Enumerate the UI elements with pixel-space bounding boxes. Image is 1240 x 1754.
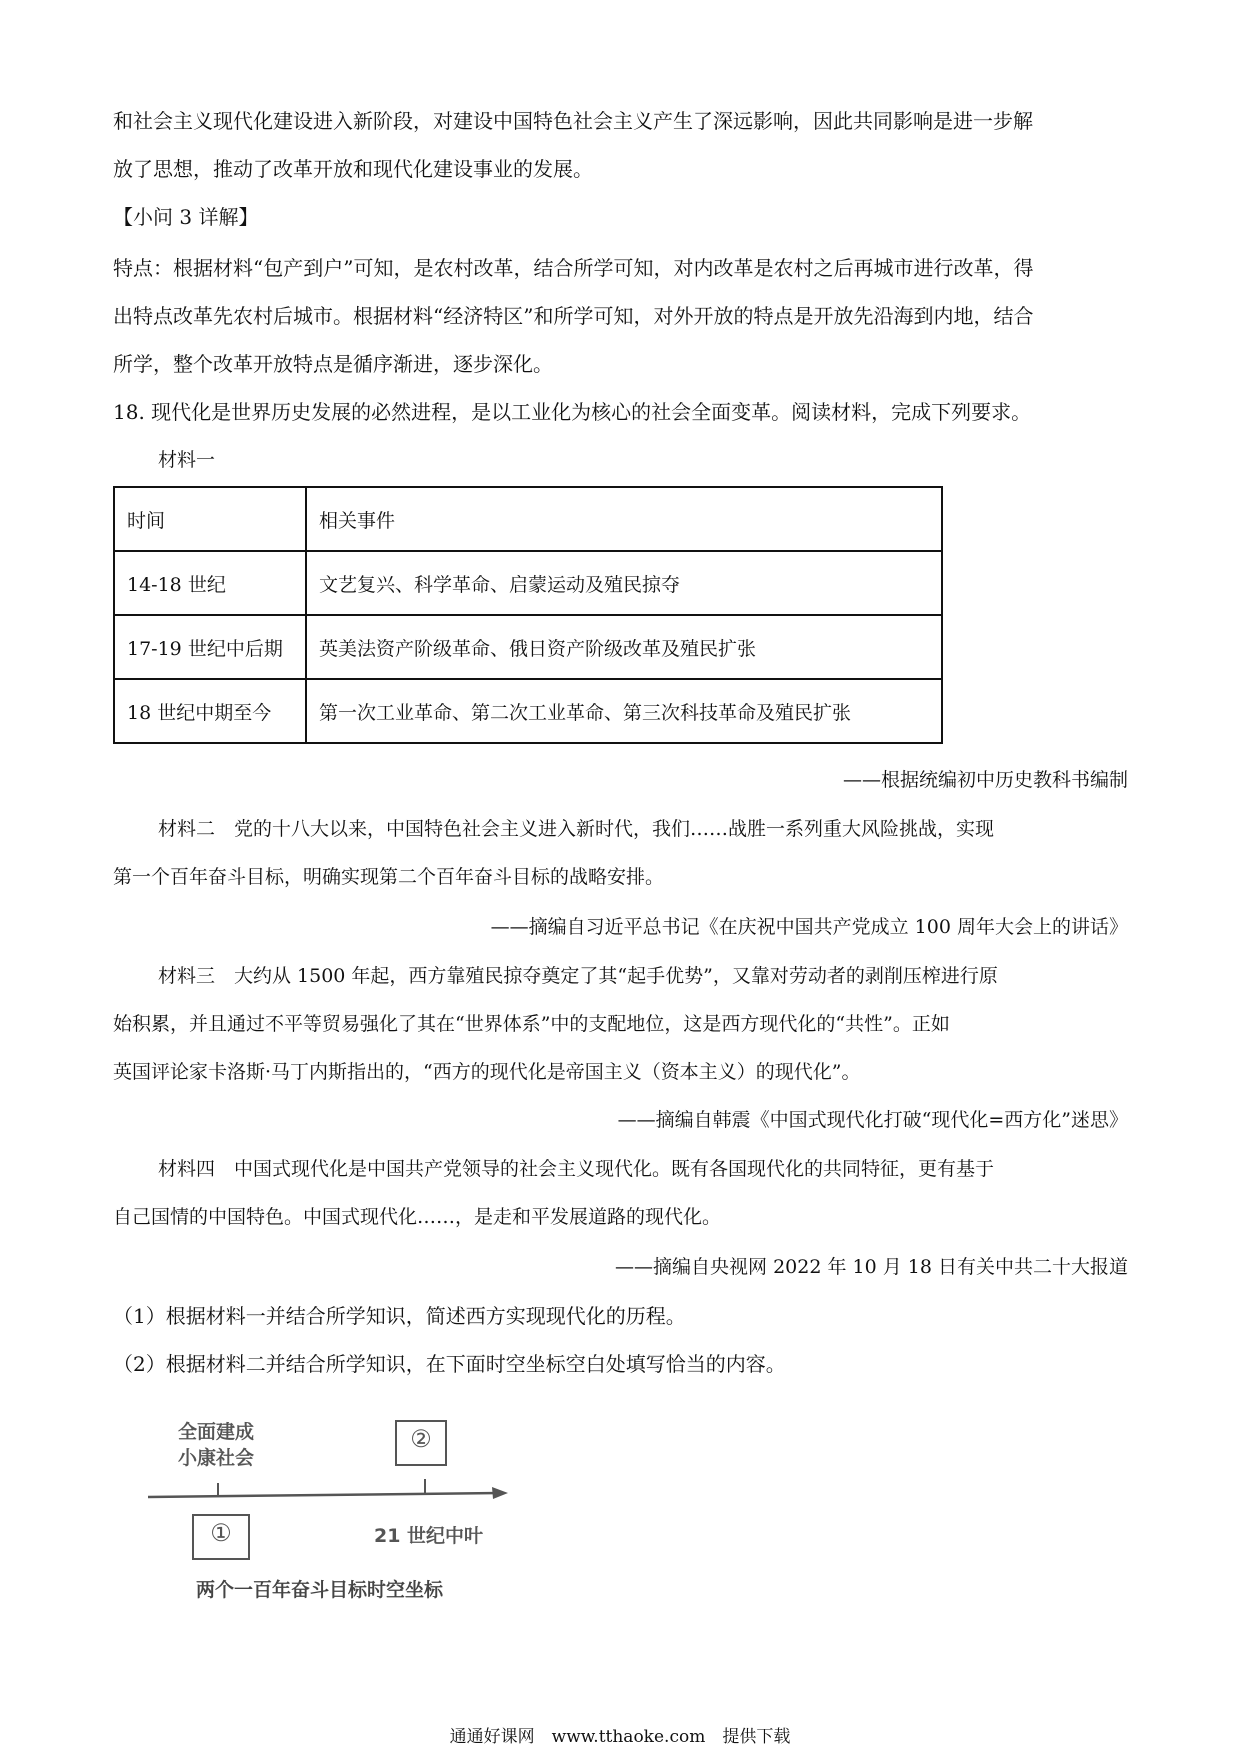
table-cell: 文艺复兴、科学革命、启蒙运动及殖民掠夺 (306, 551, 942, 615)
table-cell: 14-18 世纪 (114, 551, 306, 615)
table-cell: 17-19 世纪中后期 (114, 615, 306, 679)
question-18-stem: 18. 现代化是世界历史发展的必然进程，是以工业化为核心的社会全面变革。阅读材料，完成下列要求。 (113, 400, 1032, 424)
material-4-line: 自己国情的中国特色。中国式现代化……，是走和平发展道路的现代化。 (113, 1206, 722, 1228)
table-cell: 第一次工业革命、第二次工业革命、第三次科技革命及殖民扩张 (306, 679, 942, 743)
material-2-line: 材料二 党的十八大以来，中国特色社会主义进入新时代，我们……战胜一系列重大风险挑战，实现 (158, 818, 995, 840)
answer-paragraph-line: 出特点改革先农村后城市。根据材料“经济特区”和所学可知，对外开放的特点是开放先沿海到内地，结合 (113, 304, 1034, 328)
material-1-table (113, 486, 943, 744)
material-3-line: 始积累，并且通过不平等贸易强化了其在“世界体系”中的支配地位，这是西方现代化的“共性”。正如 (113, 1013, 950, 1035)
timeline-arrow-icon (492, 1487, 508, 1499)
material-2-source: ——摘编自习近平总书记《在庆祝中国共产党成立 100 周年大会上的讲话》 (490, 916, 1128, 938)
material-3-line: 英国评论家卡洛斯·马丁内斯指出的，“西方的现代化是帝国主义（资本主义）的现代化”。 (113, 1061, 861, 1083)
question-18-part-2: （2）根据材料二并结合所学知识，在下面时空坐标空白处填写恰当的内容。 (113, 1352, 786, 1376)
timeline-axis (148, 1493, 500, 1497)
question-18-part-1: （1）根据材料一并结合所学知识，简述西方实现现代化的历程。 (113, 1304, 686, 1328)
answer-paragraph-line: 放了思想，推动了改革开放和现代化建设事业的发展。 (113, 157, 593, 181)
table-row (114, 487, 942, 551)
material-3-line: 材料三 大约从 1500 年起，西方靠殖民掠夺奠定了其“起手优势”，又靠对劳动者的剥削压榨进行原 (158, 965, 998, 987)
page-footer: 通通好课网 www.tthaoke.com 提供下载 (449, 1727, 791, 1747)
table-cell: 18 世纪中期至今 (114, 679, 306, 743)
answer-paragraph-line: 和社会主义现代化建设进入新阶段，对建设中国特色社会主义产生了深远影响，因此共同影响是进一步解 (113, 109, 1033, 133)
answer-paragraph-line: 所学，整个改革开放特点是循序渐进，逐步深化。 (113, 352, 553, 376)
blank-box-2-label: ② (410, 1425, 432, 1453)
material-4-source: ——摘编自央视网 2022 年 10 月 18 日有关中共二十大报道 (615, 1256, 1128, 1278)
subquestion-3-title: 【小问 3 详解】 (113, 205, 259, 229)
table-header-cell: 时间 (114, 487, 306, 551)
material-2-line: 第一个百年奋斗目标，明确实现第二个百年奋斗目标的战略安排。 (113, 866, 665, 888)
blank-box-1-label: ① (210, 1519, 232, 1547)
table-row (114, 551, 942, 615)
timeline-label-line: 小康社会 (178, 1447, 255, 1469)
timeline-label-top (178, 1419, 254, 1471)
material-4-line: 材料四 中国式现代化是中国共产党领导的社会主义现代化。既有各国现代化的共同特征，更有基于 (158, 1158, 995, 1180)
timeline-label-right: 21 世纪中叶 (374, 1525, 484, 1547)
material-1-source: ——根据统编初中历史教科书编制 (842, 769, 1128, 791)
table-cell: 英美法资产阶级革命、俄日资产阶级改革及殖民扩张 (306, 615, 942, 679)
answer-paragraph-line: 特点：根据材料“包产到户”可知，是农村改革，结合所学可知，对内改革是农村之后再城市进行改革，得 (113, 256, 1034, 280)
timeline-caption: 两个一百年奋斗目标时空坐标 (196, 1579, 444, 1601)
table-row (114, 615, 942, 679)
timeline-label-line: 全面建成 (178, 1421, 255, 1443)
material-3-source: ——摘编自韩震《中国式现代化打破“现代化=西方化”迷思》 (617, 1109, 1128, 1131)
material-1-label: 材料一 (158, 449, 216, 471)
table-row (114, 679, 942, 743)
timeline-diagram (140, 1395, 520, 1615)
table-header-cell: 相关事件 (306, 487, 942, 551)
